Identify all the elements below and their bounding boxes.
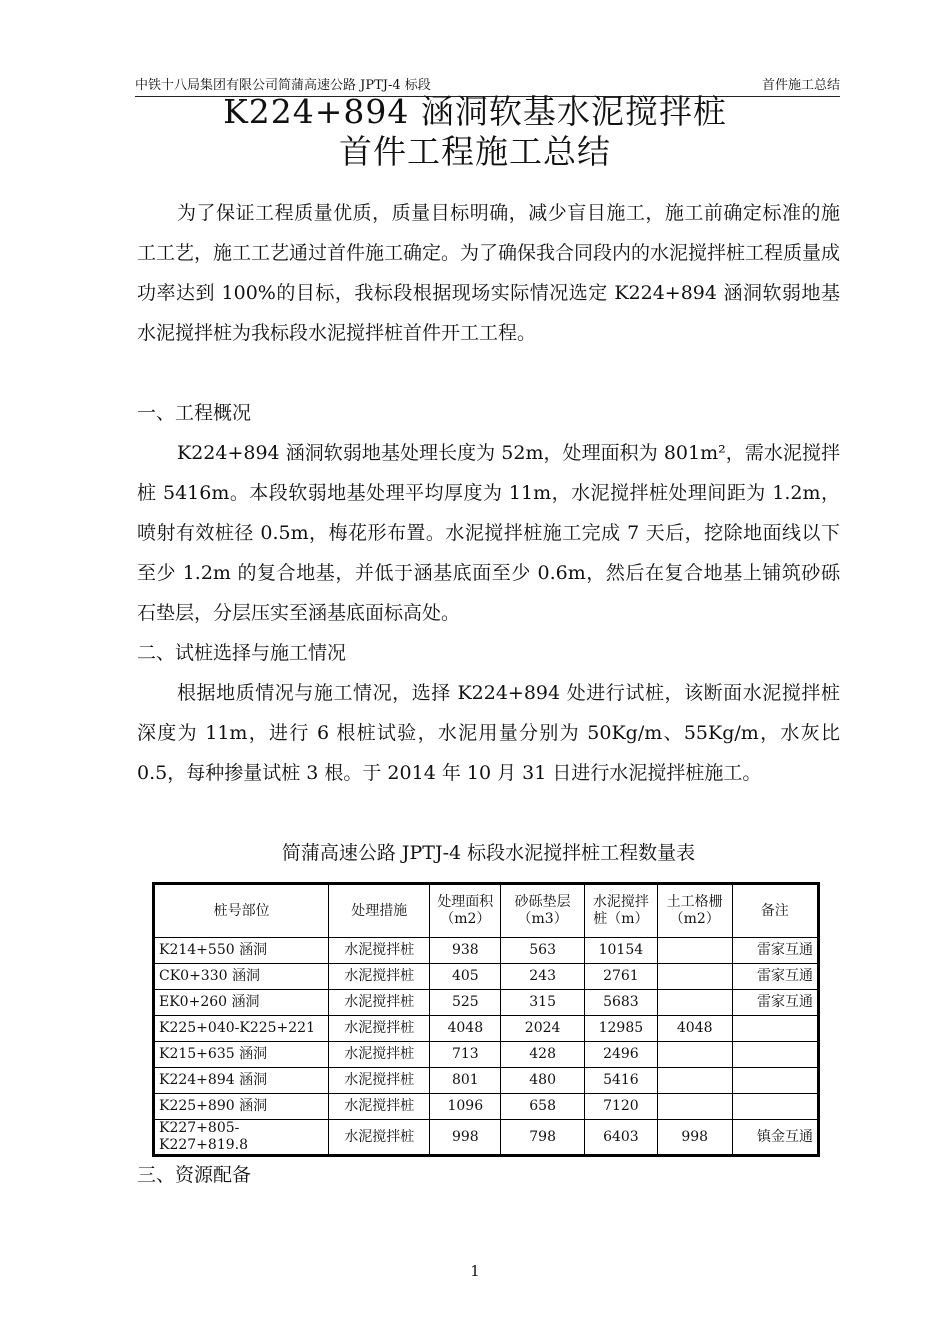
cell-pile: 5416 bbox=[584, 1068, 657, 1094]
cell-pile: 12985 bbox=[584, 1016, 657, 1042]
table-header-row bbox=[154, 884, 819, 938]
cell-gravel: 243 bbox=[501, 964, 585, 990]
cell-measure: 水泥搅拌桩 bbox=[329, 1120, 430, 1156]
cell-pile: 6403 bbox=[584, 1120, 657, 1156]
cell-note bbox=[732, 1016, 818, 1042]
cell-gravel: 428 bbox=[501, 1042, 585, 1068]
page-number: 1 bbox=[470, 1262, 480, 1280]
table-row bbox=[154, 1094, 819, 1120]
header-doc-type: 首件施工总结 bbox=[761, 78, 840, 93]
table-row bbox=[154, 990, 819, 1016]
table-row bbox=[154, 1042, 819, 1068]
cell-geogrid: 998 bbox=[657, 1120, 732, 1156]
cell-pile: 5683 bbox=[584, 990, 657, 1016]
col-header-measure: 处理措施 bbox=[329, 884, 430, 938]
cell-geogrid bbox=[657, 964, 732, 990]
quantity-table bbox=[152, 882, 820, 1157]
table-row bbox=[154, 1068, 819, 1094]
cell-measure: 水泥搅拌桩 bbox=[329, 990, 430, 1016]
cell-measure: 水泥搅拌桩 bbox=[329, 1042, 430, 1068]
cell-gravel: 2024 bbox=[501, 1016, 585, 1042]
cell-gravel: 480 bbox=[501, 1068, 585, 1094]
cell-note bbox=[732, 1042, 818, 1068]
table-row bbox=[154, 1120, 819, 1156]
overview-paragraph: K224+894 涵洞软弱地基处理长度为 52m，处理面积为 801m²，需水泥搅拌桩 5416m。本段软弱地基处理平均厚度为 11m，水泥搅拌桩处理间距为 1.2m，喷射有效桩径 0.5m，梅花形布置。水泥搅拌桩施工完成 7 天后，挖除地面线以下至少 1.2m 的复合地基，并低于涵基底面至少 0.6m，然后在复合地基上铺筑砂砾石垫层，分层压实至涵基底面标高处。 bbox=[137, 442, 840, 624]
table-row bbox=[154, 964, 819, 990]
cell-location: K215+635 涵洞 bbox=[154, 1042, 329, 1068]
cell-note: 雷家互通 bbox=[732, 964, 818, 990]
table-row bbox=[154, 1016, 819, 1042]
cell-gravel: 315 bbox=[501, 990, 585, 1016]
cell-location: K225+890 涵洞 bbox=[154, 1094, 329, 1120]
cell-note: 雷家互通 bbox=[732, 990, 818, 1016]
cell-area: 713 bbox=[430, 1042, 501, 1068]
cell-geogrid: 4048 bbox=[657, 1016, 732, 1042]
cell-location: K214+550 涵洞 bbox=[154, 938, 329, 964]
cell-location: CK0+330 涵洞 bbox=[154, 964, 329, 990]
col-header-gravel: 砂砾垫层（m3） bbox=[501, 884, 585, 938]
cell-note bbox=[732, 1094, 818, 1120]
cell-note: 镇金互通 bbox=[732, 1120, 818, 1156]
header-company: 中铁十八局集团有限公司简蒲高速公路 JPTJ-4 标段 bbox=[135, 78, 431, 93]
intro-paragraph: 为了保证工程质量优质，质量目标明确，减少盲目施工，施工前确定标准的施工工艺，施工工艺通过首件施工确定。为了确保我合同段内的水泥搅拌桩工程质量成功率达到 100%的目标，我标段根据现场实际情况选定 K224+894 涵洞软弱地基水泥搅拌桩为我标段水泥搅拌桩首件开工工程。 bbox=[137, 202, 841, 344]
col-header-area: 处理面积（m2） bbox=[430, 884, 501, 938]
cell-pile: 7120 bbox=[584, 1094, 657, 1120]
cell-geogrid bbox=[657, 938, 732, 964]
cell-measure: 水泥搅拌桩 bbox=[329, 1094, 430, 1120]
table-row bbox=[154, 938, 819, 964]
cell-geogrid bbox=[657, 990, 732, 1016]
col-header-location: 桩号部位 bbox=[154, 884, 329, 938]
cell-area: 998 bbox=[430, 1120, 501, 1156]
cell-location: K225+040-K225+221 bbox=[154, 1016, 329, 1042]
cell-area: 4048 bbox=[430, 1016, 501, 1042]
cell-pile: 2496 bbox=[584, 1042, 657, 1068]
cell-gravel: 798 bbox=[501, 1120, 585, 1156]
cell-pile: 2761 bbox=[584, 964, 657, 990]
cell-gravel: 563 bbox=[501, 938, 585, 964]
cell-gravel: 658 bbox=[501, 1094, 585, 1120]
trial-paragraph: 根据地质情况与施工情况，选择 K224+894 处进行试桩，该断面水泥搅拌桩深度为 11m，进行 6 根桩试验，水泥用量分别为 50Kg/m、55Kg/m，水灰比 0.5，每种掺量试桩 3 根。于 2014 年 10 月 31 日进行水泥搅拌桩施工。 bbox=[137, 682, 840, 784]
section-heading-resources: 三、资源配备 bbox=[137, 1164, 252, 1186]
section-heading-overview: 一、工程概况 bbox=[137, 402, 252, 424]
cell-measure: 水泥搅拌桩 bbox=[329, 1068, 430, 1094]
cell-area: 405 bbox=[430, 964, 501, 990]
cell-note bbox=[732, 1068, 818, 1094]
cell-geogrid bbox=[657, 1094, 732, 1120]
cell-area: 525 bbox=[430, 990, 501, 1016]
section-heading-trial: 二、试桩选择与施工情况 bbox=[137, 642, 347, 664]
document-title-line2: 首件工程施工总结 bbox=[339, 132, 611, 171]
cell-measure: 水泥搅拌桩 bbox=[329, 964, 430, 990]
cell-location: K224+894 涵洞 bbox=[154, 1068, 329, 1094]
cell-area: 938 bbox=[430, 938, 501, 964]
cell-measure: 水泥搅拌桩 bbox=[329, 938, 430, 964]
cell-location: K227+805-K227+819.8 bbox=[154, 1120, 329, 1156]
col-header-note: 备注 bbox=[732, 884, 818, 938]
cell-location: EK0+260 涵洞 bbox=[154, 990, 329, 1016]
cell-geogrid bbox=[657, 1042, 732, 1068]
cell-area: 801 bbox=[430, 1068, 501, 1094]
col-header-geogrid: 土工格栅（m2） bbox=[657, 884, 732, 938]
document-title-line1: K224+894 涵洞软基水泥搅拌桩 bbox=[223, 92, 727, 131]
table-caption: 简蒲高速公路 JPTJ-4 标段水泥搅拌桩工程数量表 bbox=[281, 842, 696, 864]
col-header-pile: 水泥搅拌桩（m） bbox=[584, 884, 657, 938]
cell-note: 雷家互通 bbox=[732, 938, 818, 964]
cell-measure: 水泥搅拌桩 bbox=[329, 1016, 430, 1042]
cell-geogrid bbox=[657, 1068, 732, 1094]
cell-pile: 10154 bbox=[584, 938, 657, 964]
cell-area: 1096 bbox=[430, 1094, 501, 1120]
